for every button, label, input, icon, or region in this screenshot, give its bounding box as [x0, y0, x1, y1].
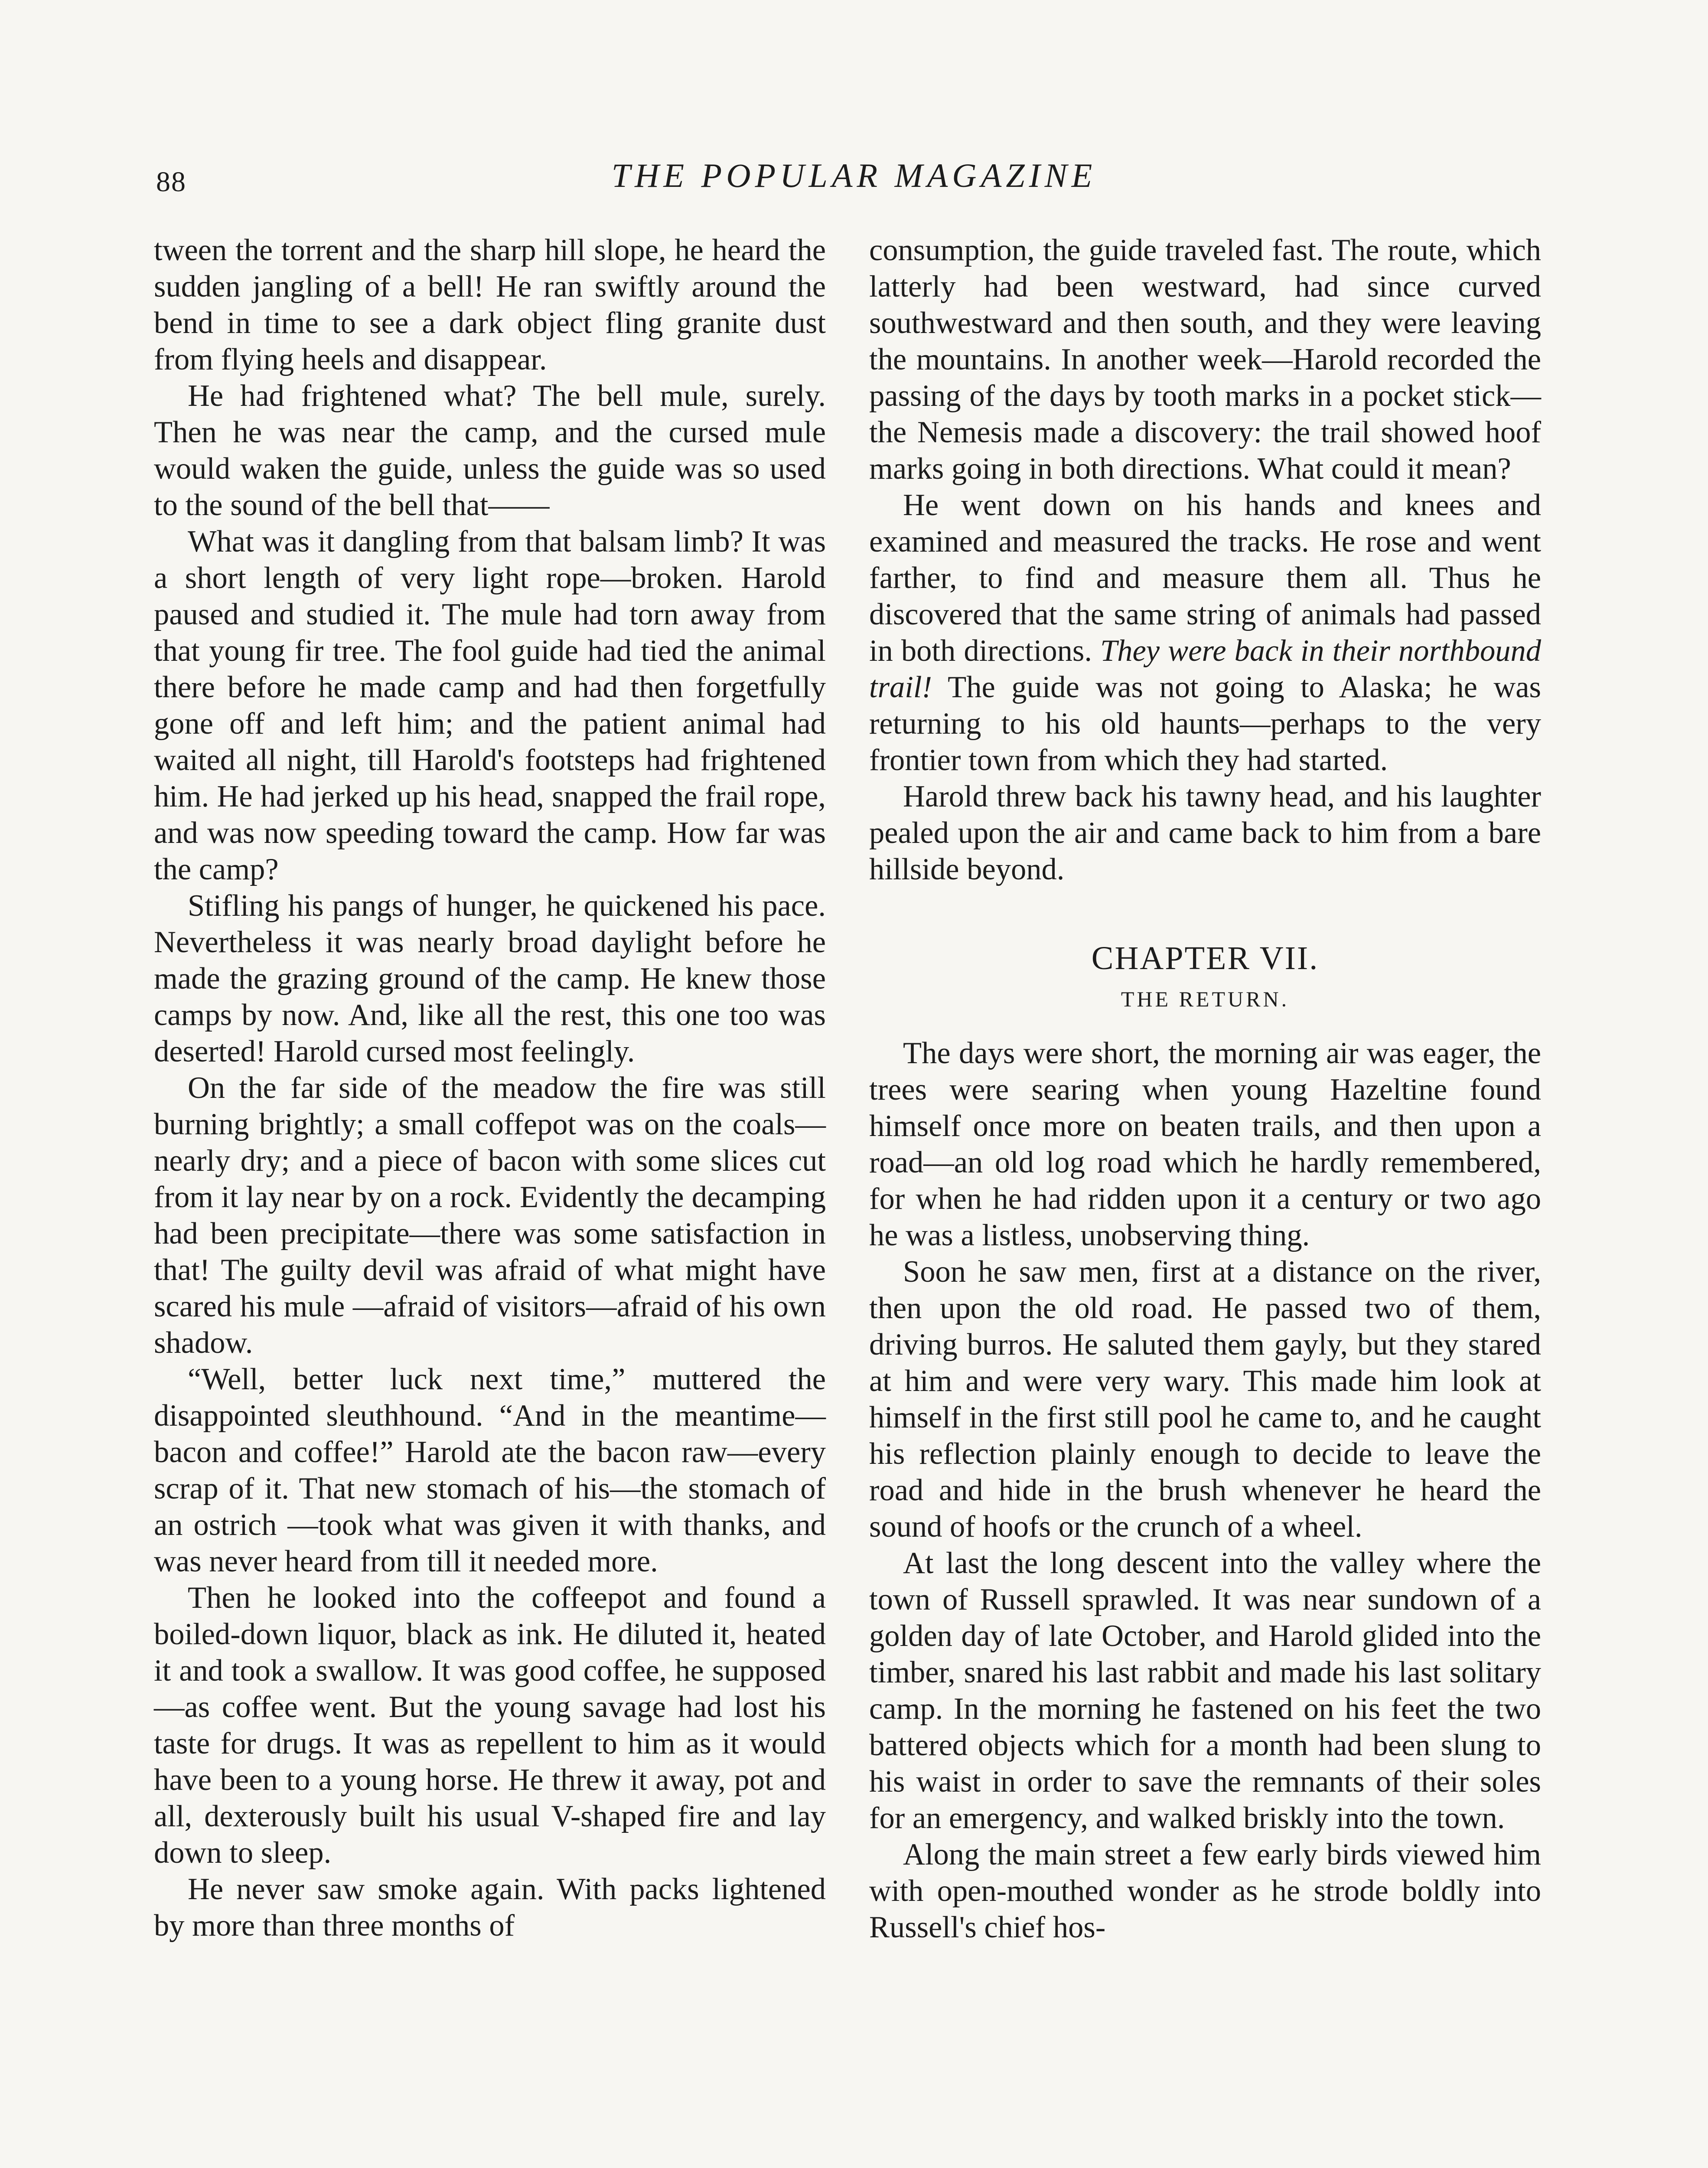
paragraph-text: He went down on his hands and knees and examined and measured the tracks. He rose and went farther, to find and measure them all. Thus he discovered that the same string of animals had passed in both directions.	[869, 488, 1541, 668]
paragraph: The days were short, the morning air was eager, the trees were searing when young Hazeltine found himself once more on beaten trails, and then upon a road—an old log road which he hardly remembered, for when he had ridden upon it a century or two ago he was a listless, unobserving thing.	[869, 1036, 1541, 1252]
paragraph: Soon he saw men, first at a distance on the river, then upon the old road. He passed two of them, driving burros. He saluted them gayly, but they stared at him and were very wary. This made him look at himself in the first still pool he came to, and he caught his reflection plainly enough to decide to leave the road and hide in the brush whenever he heard the sound of hoofs or the crunch of a wheel.	[869, 1255, 1541, 1544]
italic-sentence: They were back in their northbound trail!	[869, 634, 1541, 704]
paragraph: He never saw smoke again. With packs lightened by more than three months of	[154, 1872, 826, 1943]
magazine-title: THE POPULAR MAGAZINE	[611, 157, 1097, 194]
paragraph: At last the long descent into the valley where the town of Russell sprawled. It was near sundown of a golden day of late October, and Harold glided into the timber, snared his last rabbit and made his last solitary camp. In the morning he fastened on his feet the two battered objects which for a month had been slung to his waist in order to save the remnants of their soles for an emergency, and walked briskly into the town.	[869, 1546, 1541, 1835]
paragraph: Harold threw back his tawny head, and his laughter pealed upon the air and came back to him from a bare hillside beyond.	[869, 780, 1541, 886]
paragraph: Stifling his pangs of hunger, he quickened his pace. Nevertheless it was nearly broad daylight before he made the grazing ground of the camp. He knew those camps by now. And, like all the rest, this one too was deserted! Harold cursed most feelingly.	[154, 889, 826, 1068]
paragraph: consumption, the guide traveled fast. The route, which latterly had been westward, had since curved southwestward and then south, and they were leaving the mountains. In another week—Harold recorded the passing of the days by tooth marks in a pocket stick—the Nemesis made a discovery: the trail showed hoof marks going in both directions. What could it mean?	[869, 233, 1541, 486]
paragraph: What was it dangling from that balsam limb? It was a short length of very light rope—broken. Harold paused and studied it. The mule had torn away from that young fir tree. The fool guide had tied the animal there before he made camp and had then forgetfully gone off and left him; and the patient animal had waited all night, till Harold's footsteps had frightened him. He had jerked up his head, snapped the frail rope, and was now speeding toward the camp. How far was the camp?	[154, 525, 826, 886]
paragraph: He had frightened what? The bell mule, surely. Then he was near the camp, and the cursed mule would waken the guide, unless the guide was so used to the sound of the bell that——	[154, 379, 826, 522]
paragraph	[869, 487, 1541, 778]
chapter-heading: CHAPTER VII.	[1091, 940, 1319, 976]
paragraph: On the far side of the meadow the fire was still burning brightly; a small coffepot was on the coals—nearly dry; and a piece of bacon with some slices cut from it lay near by on a rock. Evidently the decamping had been precipitate—there was some satisfaction in that! The guilty devil was afraid of what might have scared his mule —afraid of visitors—afraid of his own shadow.	[154, 1071, 826, 1360]
chapter-subtitle: THE RETURN.	[1121, 987, 1290, 1011]
right-column	[869, 232, 1541, 1946]
paragraph: tween the torrent and the sharp hill slope, he heard the sudden jangling of a bell! He ran swiftly around the bend in time to see a dark object fling granite dust from flying heels and disappear.	[154, 233, 826, 376]
paragraph: Then he looked into the coffeepot and found a boiled-down liquor, black as ink. He diluted it, heated it and took a swallow. It was good coffee, he supposed—as coffee went. But the young savage had lost his taste for drugs. It was as repellent to him as it would have been to a young horse. He threw it away, pot and all, dexterously built his usual V-shaped fire and lay down to sleep.	[154, 1581, 826, 1870]
paragraph: Along the main street a few early birds viewed him with open-mouthed wonder as he strode boldly into Russell's chief hos-	[869, 1838, 1541, 1944]
left-column	[154, 232, 826, 1944]
paragraph: “Well, better luck next time,” muttered the disappointed sleuthhound. “And in the meantime—bacon and coffee!” Harold ate the bacon raw—every scrap of it. That new stomach of his—the stomach of an ostrich —took what was given it with thanks, and was never heard from till it needed more.	[154, 1362, 826, 1578]
paragraph-text: The guide was not going to Alaska; he was returning to his old haunts—perhaps to the very frontier town from which they had started.	[869, 670, 1541, 777]
page-number: 88	[156, 166, 186, 198]
running-head	[156, 156, 1552, 204]
